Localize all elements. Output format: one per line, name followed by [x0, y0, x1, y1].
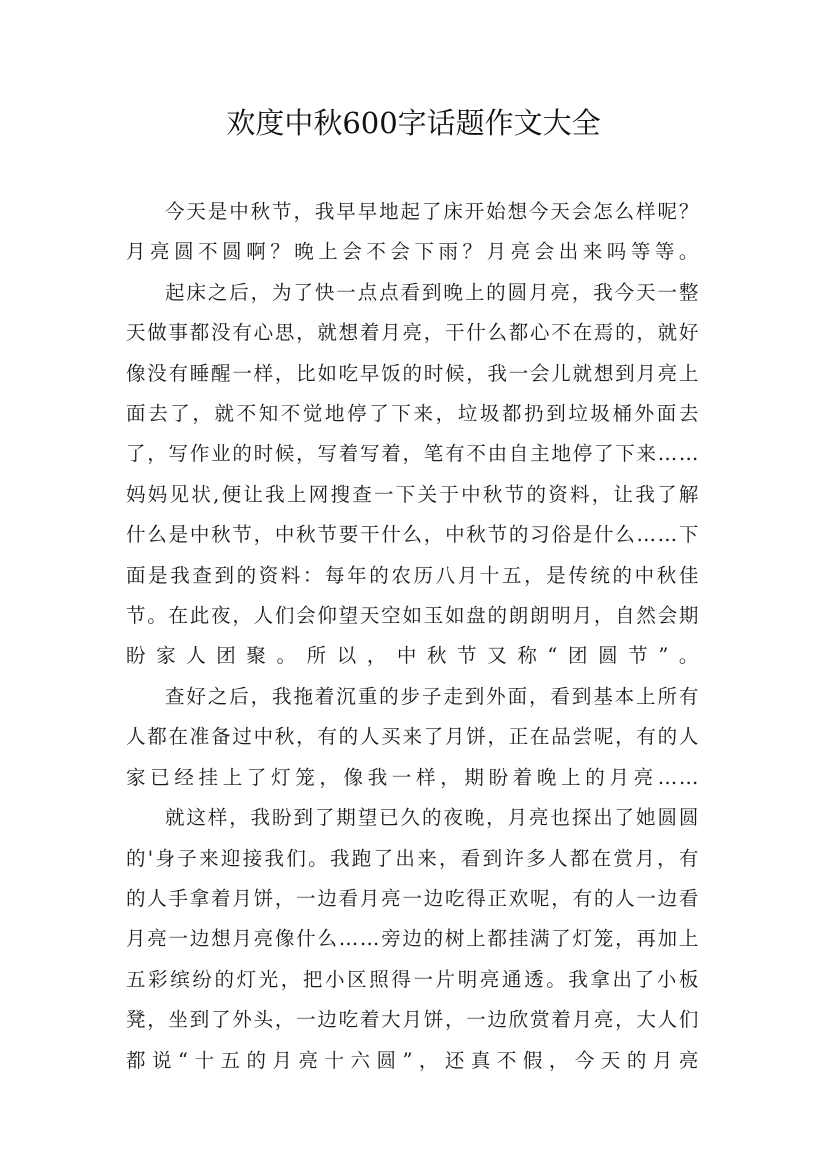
- paragraph-1: 今天是中秋节，我早早地起了床开始想今天会怎么样呢？月亮圆不圆啊？晚上会不会下雨？月亮会出来吗等等。: [126, 200, 700, 264]
- paragraph-4: 就这样，我盼到了期望已久的夜晚，月亮也探出了她圆圆的'身子来迎接我们。我跑了出来，看到许多人都在赏月，有的人手拿着月饼，一边看月亮一边吃得正欢呢，有的人一边看月亮一边想月亮像什么……旁边的树上都挂满了灯笼，再加上五彩缤纷的灯光，把小区照得一片明亮通透。我拿出了小板凳，坐到了外头，一边吃着大月饼，一边欣赏着月亮，大人们都说“十五的月亮十六圆”，还真不假，今天的月亮: [126, 806, 700, 1072]
- paragraph-2: 起床之后，为了快一点点看到晚上的圆月亮，我今天一整天做事都没有心思，就想着月亮，干什么都心不在焉的，就好像没有睡醒一样，比如吃早饭的时候，我一会儿就想到月亮上面去了，就不知不觉地停了下来，垃圾都扔到垃圾桶外面去了，写作业的时候，写着写着，笔有不由自主地停了下来……妈妈见状,便让我上网搜查一下关于中秋节的资料，让我了解什么是中秋节，中秋节要干什么，中秋节的习俗是什么……下面是我查到的资料：每年的农历八月十五，是传统的中秋佳节。在此夜，人们会仰望天空如玉如盘的朗朗明月，自然会期盼家人团聚。所以，中秋节又称“团圆节”。: [126, 280, 700, 668]
- paragraph-3: 查好之后，我拖着沉重的步子走到外面，看到基本上所有人都在准备过中秋，有的人买来了月饼，正在品尝呢，有的人家已经挂上了灯笼，像我一样，期盼着晚上的月亮……: [126, 684, 700, 789]
- document-title: 欢度中秋600字话题作文大全: [226, 106, 601, 140]
- document-body: [126, 192, 700, 1081]
